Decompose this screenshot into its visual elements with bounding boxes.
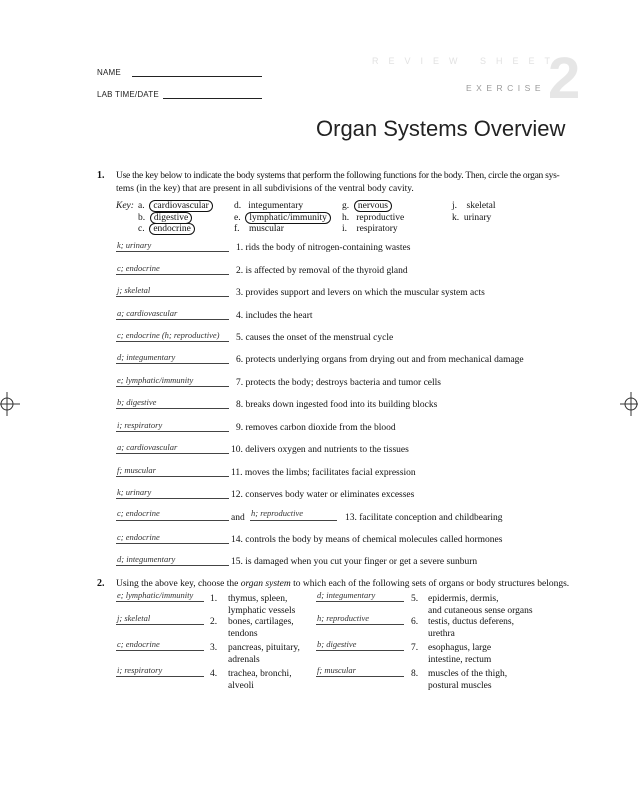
- key-item-integumentary: integumentary: [248, 201, 304, 211]
- answer-line: [116, 543, 229, 544]
- answer-line: [116, 386, 229, 387]
- answer-text: c; endocrine (h; reproductive): [117, 330, 220, 340]
- key-column-3: g. nervous h. reproductive i. respiratory: [342, 201, 405, 234]
- answer-line: [116, 363, 229, 364]
- answer-text-2: h; reproductive: [251, 508, 304, 518]
- item-text: 6. protects underlying organs from drying out and from mechanical damage: [236, 355, 524, 365]
- answer-line: [316, 676, 404, 677]
- key-column-1: a. cardiovascular b. digestive c. endocrine: [138, 201, 213, 236]
- question-1-instructions-line-2: tems (in the key) that are present in all subdivisions of the ventral body cavity.: [116, 183, 414, 194]
- item-number: 5.: [411, 594, 419, 604]
- answer-text: d; integumentary: [117, 352, 176, 362]
- answer-text: f; muscular: [117, 465, 156, 475]
- item-number: 6.: [411, 617, 419, 627]
- key-item-respiratory: respiratory: [356, 224, 398, 234]
- page-title: Organ Systems Overview: [316, 116, 566, 141]
- item-number: 7.: [411, 643, 419, 653]
- item-text: 9. removes carbon dioxide from the blood: [236, 423, 396, 433]
- item-text: 12. conserves body water or eliminates excesses: [231, 490, 415, 500]
- item-text: muscles of the thigh, postural muscles: [428, 669, 508, 691]
- answer-text: j; skeletal: [117, 285, 151, 295]
- answer-line-2: [250, 520, 337, 521]
- answer-line: [116, 431, 229, 432]
- key-item-endocrine: endocrine: [149, 223, 194, 235]
- answer-line: [116, 601, 204, 602]
- item-text: 4. includes the heart: [236, 311, 313, 321]
- question-2-number: 2.: [97, 578, 105, 589]
- question-1-number: 1.: [97, 170, 105, 181]
- item-number: 4.: [210, 669, 218, 679]
- answer-text: d; integumentary: [117, 554, 176, 564]
- answer-text: j; skeletal: [117, 613, 151, 623]
- item-number: 8.: [411, 669, 419, 679]
- item-text: 14. controls the body by means of chemical molecules called hormones: [231, 535, 503, 545]
- lab-time-label: LAB TIME/DATE: [97, 90, 159, 99]
- answer-text: e; lymphatic/immunity: [117, 590, 194, 600]
- answer-line: [116, 251, 229, 252]
- question-1-instructions: [116, 170, 576, 195]
- key-item-digestive: digestive: [150, 212, 192, 224]
- and-label: and: [231, 513, 245, 523]
- answer-text: i; respiratory: [117, 420, 163, 430]
- name-line: [132, 76, 262, 77]
- review-sheet-label: REVIEW SHEET: [372, 56, 561, 66]
- key-item-lymphatic: lymphatic/immunity: [245, 212, 331, 224]
- key-column-2: d. integumentary e. lymphatic/immunity f. muscular: [234, 201, 331, 236]
- answer-text: k; urinary: [117, 487, 152, 497]
- answer-text: c; endocrine: [117, 263, 160, 273]
- name-label: NAME: [97, 68, 121, 77]
- item-text: esophagus, large intestine, rectum: [428, 643, 492, 665]
- answer-text: b; digestive: [117, 397, 157, 407]
- answer-text: c; endocrine: [117, 532, 160, 542]
- item-text: bones, cartilages, tendons: [228, 617, 294, 639]
- item-text: 10. delivers oxygen and nutrients to the tissues: [231, 445, 409, 455]
- registration-mark-left: [0, 390, 20, 418]
- item-text: 1. rids the body of nitrogen-containing wastes: [236, 243, 411, 253]
- key-item-muscular: muscular: [249, 224, 284, 234]
- answer-line: [116, 498, 229, 499]
- answer-text: e; lymphatic/immunity: [117, 375, 194, 385]
- item-text: 13. facilitate conception and childbearing: [345, 513, 503, 523]
- item-number: 1.: [210, 594, 218, 604]
- answer-line: [116, 565, 229, 566]
- answer-text: a; cardiovascular: [117, 442, 178, 452]
- item-text: trachea, bronchi, alveoli: [228, 669, 292, 691]
- answer-text: c; endocrine: [117, 508, 160, 518]
- question-1-instructions-line-1: Use the key below to indicate the body systems that perform the following functions for the body. Then, circle the organ sys-: [116, 171, 560, 181]
- answer-text: d; integumentary: [317, 590, 376, 600]
- item-text: 15. is damaged when you cut your finger or get a severe sunburn: [231, 557, 478, 567]
- key-item-reproductive: reproductive: [356, 212, 405, 223]
- answer-line: [316, 650, 404, 651]
- item-number: 3.: [210, 643, 218, 653]
- item-text: testis, ductus deferens, urethra: [428, 617, 515, 639]
- answer-text: c; endocrine: [117, 639, 160, 649]
- key-column-4: j. skeletal k. urinary: [452, 201, 496, 223]
- answer-line: [116, 453, 229, 454]
- key-item-cardiovascular: cardiovascular: [149, 200, 212, 212]
- answer-text: i; respiratory: [117, 665, 163, 675]
- answer-line: [316, 601, 404, 602]
- answer-text: k; urinary: [117, 240, 152, 250]
- answer-line: [316, 624, 404, 625]
- item-text: pancreas, pituitary, adrenals: [228, 643, 300, 665]
- answer-line: [116, 408, 229, 409]
- answer-line: [116, 296, 229, 297]
- item-number: 2.: [210, 617, 218, 627]
- item-text: thymus, spleen, lymphatic vessels: [228, 594, 296, 616]
- answer-line: [116, 341, 229, 342]
- answer-line: [116, 624, 204, 625]
- answer-text: b; digestive: [317, 639, 357, 649]
- item-text: 11. moves the limbs; facilitates facial expression: [231, 468, 416, 478]
- exercise-label: EXERCISE: [466, 83, 545, 93]
- answer-line: [116, 520, 229, 521]
- item-text: 7. protects the body; destroys bacteria and tumor cells: [236, 378, 441, 388]
- registration-mark-right: [620, 390, 638, 418]
- answer-line: [116, 650, 204, 651]
- item-text: 8. breaks down ingested food into its building blocks: [236, 400, 438, 410]
- key-label: Key:: [116, 201, 134, 211]
- answer-text: f; muscular: [317, 665, 356, 675]
- answer-text: a; cardiovascular: [117, 308, 178, 318]
- key-item-skeletal: skeletal: [466, 201, 496, 211]
- answer-line: [116, 319, 229, 320]
- answer-line: [116, 676, 204, 677]
- item-text: 5. causes the onset of the menstrual cycle: [236, 333, 394, 343]
- item-text: epidermis, dermis, and cutaneous sense organs: [428, 594, 533, 616]
- key-item-urinary: urinary: [463, 212, 492, 223]
- key-item-nervous: nervous: [354, 200, 392, 212]
- exercise-number: 2: [548, 46, 581, 111]
- answer-line: [116, 274, 229, 275]
- answer-line: [116, 476, 229, 477]
- lab-time-line: [163, 98, 262, 99]
- question-2-instructions: Using the above key, choose the organ system to which each of the following sets of organs or body structures belongs.: [116, 579, 570, 589]
- item-text: 3. provides support and levers on which the muscular system acts: [236, 288, 485, 298]
- item-text: 2. is affected by removal of the thyroid gland: [236, 266, 408, 276]
- answer-text: h; reproductive: [317, 613, 370, 623]
